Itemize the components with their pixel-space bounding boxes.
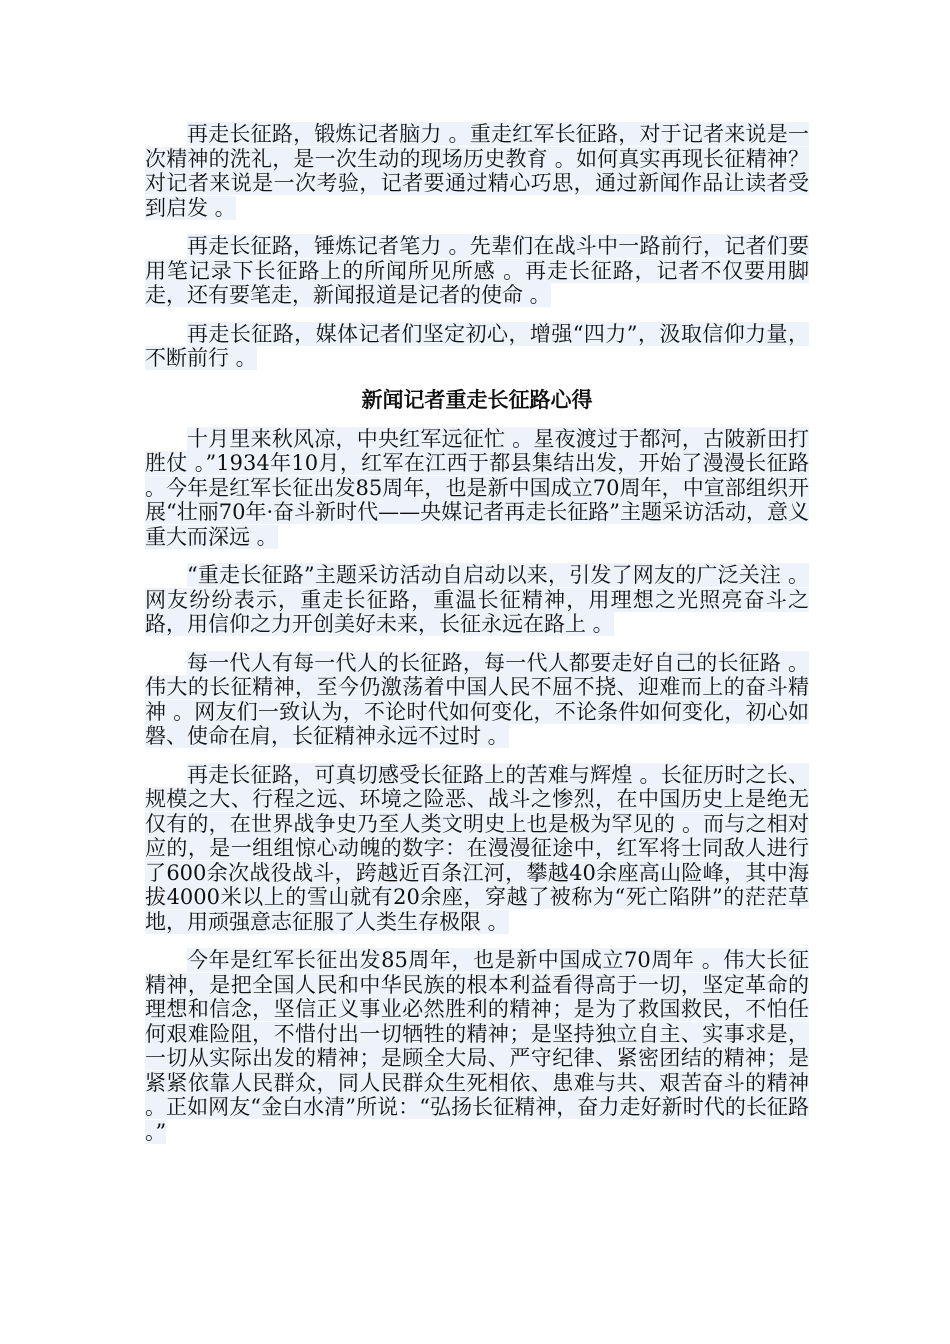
- paragraph-2: [145, 234, 809, 308]
- paragraph-8-text: 今年是红军长征出发85周年，也是新中国成立70周年 。伟大长征精神，是把全国人民和中华民族的根本利益看得高于一切，坚定革命的理想和信念，坚信正义事业必然胜利的精神；是为了救国救民，不怕任何艰难险阻，不惜付出一切牺牲的精神；是坚持独立自主、实事求是，一切从实际出发的精神；是顾全大局、严守纪律、紧密团结的精神；是紧紧依靠人民群众，同人民群众生死相依、患难与共、艰苦奋斗的精神 。正如网友“金白水清”所说：“弘扬长征精神，奋力走好新时代的长征路 。”: [145, 948, 809, 1144]
- article-title: 新闻记者重走长征路心得: [361, 386, 593, 412]
- paragraph-6-text: 每一代人有每一代人的长征路，每一代人都要走好自己的长征路 。伟大的长征精神，至今仍激荡着中国人民不屈不挠、迎难而上的奋斗精神 。网友们一致认为，不论时代如何变化，不论条件如何变化，初心如磐、使命在肩，长征精神永远不过时 。: [145, 650, 809, 748]
- document-page: [145, 122, 809, 1158]
- paragraph-5-text: “重走长征路”主题采访活动自启动以来，引发了网友的广泛关注 。网友纷纷表示，重走长征路，重温长征精神，用理想之光照亮奋斗之路，用信仰之力开创美好未来，长征永远在路上 。: [145, 563, 809, 636]
- paragraph-3: [145, 322, 809, 371]
- paragraph-6: [145, 651, 809, 749]
- paragraph-3-text: 再走长征路，媒体记者们坚定初心，增强“四力”，汲取信仰力量，不断前行 。: [145, 321, 809, 370]
- paragraph-7: [145, 763, 809, 935]
- paragraph-4-text: 十月里来秋风凉，中央红军远征忙 。星夜渡过于都河，古陂新田打胜仗 。”1934年10月，红军在江西于都县集结出发，开始了漫漫长征路 。今年是红军长征出发85周年，也是新中国成立70周年，中宣部组织开展“壮丽70年·奋斗新时代——央媒记者再走长征路”主题采访活动，意义重大而深远 。: [145, 426, 809, 549]
- paragraph-5: [145, 563, 809, 637]
- paragraph-1-text: 再走长征路，锻炼记者脑力 。重走红军长征路，对于记者来说是一次精神的洗礼，是一次生动的现场历史教育 。如何真实再现长征精神？对记者来说是一次考验，记者要通过精心巧思，通过新闻作品让读者受到启发 。: [145, 122, 809, 220]
- paragraph-8: [145, 948, 809, 1144]
- paragraph-7-text: 再走长征路，可真切感受长征路上的苦难与辉煌 。长征历时之长、规模之大、行程之远、环境之险恶、战斗之惨烈，在中国历史上是绝无仅有的，在世界战争史乃至人类文明史上也是极为罕见的 。而与之相对应的，是一组组惊心动魄的数字：在漫漫征途中，红军将士同敌人进行了600余次战役战斗，跨越近百条江河，攀越40余座高山险峰，其中海拔4000米以上的雪山就有20余座，穿越了被称为“死亡陷阱”的茫茫草地，用顽强意志征服了人类生存极限 。: [145, 762, 809, 934]
- paragraph-4: [145, 427, 809, 550]
- paragraph-2-text: 再走长征路，锤炼记者笔力 。先辈们在战斗中一路前行，记者们要用笔记录下长征路上的所闻所见所感 。再走长征路，记者不仅要用脚走，还有要笔走，新闻报道是记者的使命 。: [145, 234, 809, 307]
- paragraph-1: [145, 122, 809, 220]
